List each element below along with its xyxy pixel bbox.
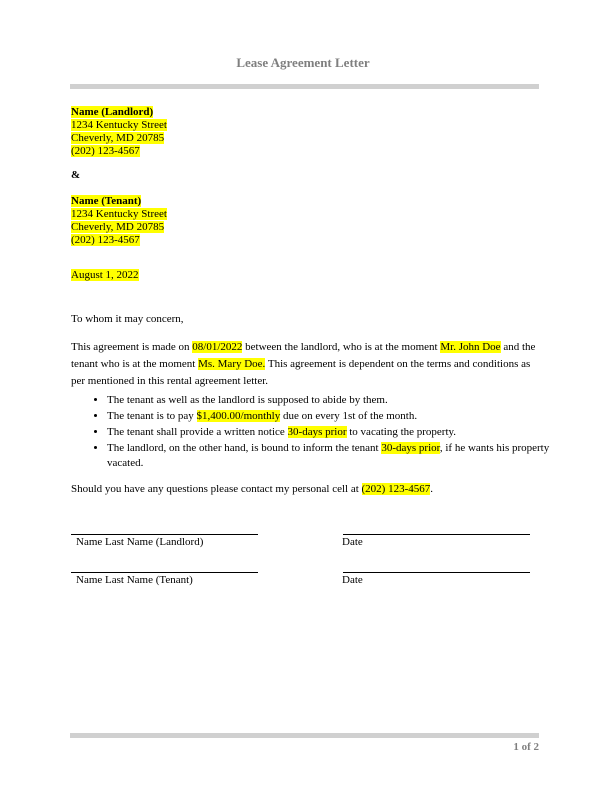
closing-text: Should you have any questions please contact my personal cell at bbox=[71, 483, 362, 495]
contact-phone: (202) 123-4567 bbox=[361, 483, 431, 495]
tenant-name: Name (Tenant) bbox=[71, 195, 142, 207]
list-item bbox=[107, 409, 562, 424]
letter-date-block bbox=[71, 269, 139, 282]
page-number: 1 of 2 bbox=[513, 741, 539, 753]
tenant-notice-period: 30-days prior bbox=[287, 426, 347, 438]
rent-amount: $1,400.00/monthly bbox=[196, 410, 281, 422]
term-text: The tenant shall provide a written notice bbox=[107, 426, 288, 438]
landlord-phone: (202) 123-4567 bbox=[71, 145, 140, 157]
intro-text: between the landlord, who is at the moment bbox=[242, 341, 441, 353]
list-item bbox=[107, 441, 562, 471]
tenant-date-line bbox=[343, 572, 530, 573]
landlord-signature-label: Name Last Name (Landlord) bbox=[76, 536, 204, 548]
salutation: To whom it may concern, bbox=[71, 313, 184, 325]
term-text: due on every 1st of the month. bbox=[280, 410, 418, 422]
footer-divider bbox=[70, 733, 539, 738]
header-divider bbox=[70, 84, 539, 89]
list-item bbox=[107, 393, 562, 408]
closing-text: . bbox=[430, 483, 434, 495]
ampersand: & bbox=[71, 169, 81, 181]
document-title: Lease Agreement Letter bbox=[236, 55, 370, 70]
landlord-city: Cheverly, MD 20785 bbox=[71, 132, 165, 144]
agreement-date: 08/01/2022 bbox=[192, 341, 243, 353]
intro-text: This agreement is made on bbox=[71, 341, 193, 353]
tenant-street: 1234 Kentucky Street bbox=[71, 208, 167, 220]
closing-paragraph bbox=[71, 481, 539, 498]
tenant-signature-line bbox=[71, 572, 258, 573]
landlord-street: 1234 Kentucky Street bbox=[71, 119, 167, 131]
landlord-name: Name (Landlord) bbox=[71, 106, 154, 118]
term-text: , if he wants his property vacated. bbox=[107, 442, 550, 469]
tenant-phone: (202) 123-4567 bbox=[71, 234, 140, 246]
tenant-date-label: Date bbox=[342, 574, 363, 586]
terms-list bbox=[71, 393, 562, 472]
intro-paragraph bbox=[71, 339, 539, 390]
tenant-full-name: Ms. Mary Doe. bbox=[198, 358, 266, 370]
term-text: to vacating the property. bbox=[346, 426, 457, 438]
landlord-address-block bbox=[71, 106, 167, 158]
intro-text: This agreement is dependent on the terms and conditions as per mentioned in this rental agreement letter. bbox=[71, 358, 531, 387]
landlord-date-line bbox=[343, 534, 530, 535]
term-text: The landlord, on the other hand, is bound to inform the tenant bbox=[107, 442, 382, 454]
intro-text: and the tenant who is at the moment bbox=[71, 341, 536, 370]
landlord-signature-line bbox=[71, 534, 258, 535]
tenant-signature-label: Name Last Name (Tenant) bbox=[76, 574, 193, 586]
term-text: The tenant as well as the landlord is supposed to abide by them. bbox=[107, 394, 388, 406]
letter-date: August 1, 2022 bbox=[71, 269, 139, 281]
list-item bbox=[107, 425, 562, 440]
landlord-notice-period: 30-days prior bbox=[381, 442, 440, 454]
tenant-address-block bbox=[71, 195, 167, 247]
landlord-date-label: Date bbox=[342, 536, 363, 548]
landlord-full-name: Mr. John Doe bbox=[440, 341, 501, 353]
tenant-city: Cheverly, MD 20785 bbox=[71, 221, 165, 233]
term-text: The tenant is to pay bbox=[107, 410, 197, 422]
